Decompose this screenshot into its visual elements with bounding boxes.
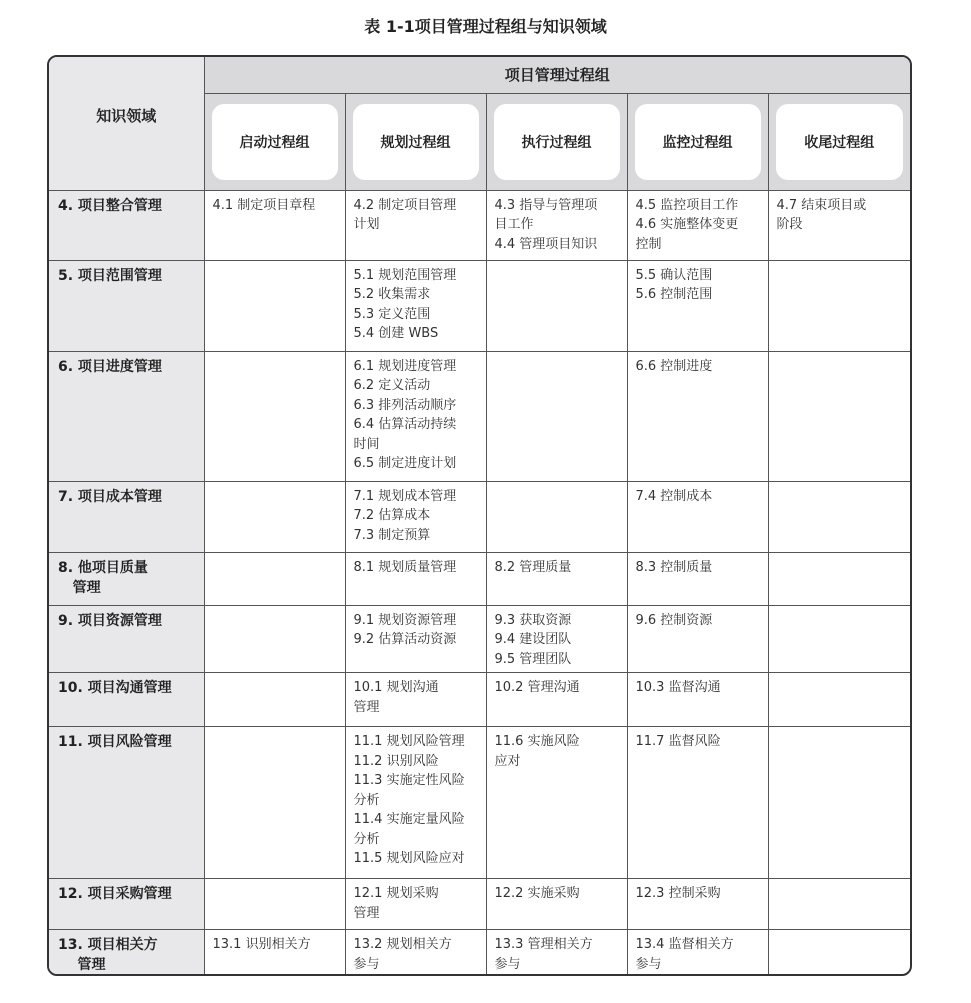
knowledge-area-label: 管理 (58, 579, 101, 596)
table-caption: 表 1-1项目管理过程组与知识领域 (364, 17, 607, 36)
phase-header-closing (768, 93, 910, 190)
knowledge-area-label: 5. 项目范围管理 (58, 267, 162, 284)
phase-header-planning (345, 93, 486, 190)
process-item: 管理 (353, 905, 380, 921)
process-item: 11.1 规划风险管理 (353, 734, 465, 749)
table-row (49, 481, 910, 552)
process-cell (627, 190, 768, 260)
process-item: 9.2 估算活动资源 (353, 632, 457, 647)
process-item: 4.1 制定项目章程 (212, 197, 316, 213)
process-item: 10.2 管理沟通 (494, 680, 580, 695)
process-cell (345, 673, 486, 727)
process-item: 12.2 实施采购 (494, 886, 580, 901)
process-item: 参与 (353, 956, 380, 972)
table-row (49, 351, 910, 481)
knowledge-area-label: 6. 项目进度管理 (58, 358, 162, 375)
process-cell (345, 605, 486, 673)
table-body (49, 190, 910, 976)
knowledge-area-cell (49, 879, 204, 930)
table-row (49, 260, 910, 351)
process-cell (627, 673, 768, 727)
process-cell (204, 727, 345, 879)
process-item: 10.3 监督沟通 (635, 680, 721, 695)
process-cell (486, 190, 627, 260)
process-item: 分析 (353, 831, 380, 847)
process-item: 6.4 估算活动持续 (353, 417, 457, 432)
process-item: 管理 (353, 699, 380, 715)
process-item: 13.4 监督相关方 (635, 937, 734, 952)
process-cell (204, 605, 345, 673)
process-cell (204, 673, 345, 727)
process-cell (486, 727, 627, 879)
process-group-header: 项目管理过程组 (204, 57, 910, 93)
phase-label: 启动过程组 (212, 104, 338, 180)
process-item: 5.6 控制范围 (635, 287, 713, 302)
process-cell (345, 879, 486, 930)
process-item: 7.3 制定预算 (353, 527, 431, 543)
knowledge-area-label: 9. 项目资源管理 (58, 612, 162, 629)
process-item: 4.5 监控项目工作 (635, 197, 739, 213)
knowledge-area-header: 知识领域 (49, 57, 204, 190)
phase-label: 规划过程组 (353, 104, 479, 180)
process-cell (486, 260, 627, 351)
process-cell (627, 260, 768, 351)
process-item: 6.3 排列活动顺序 (353, 397, 457, 413)
process-item: 分析 (353, 792, 380, 808)
knowledge-area-cell (49, 673, 204, 727)
process-item: 9.6 控制资源 (635, 612, 713, 628)
process-item: 7.2 估算成本 (353, 508, 431, 523)
process-cell (486, 605, 627, 673)
process-cell (204, 930, 345, 977)
process-cell (627, 605, 768, 673)
process-cell (627, 727, 768, 879)
knowledge-area-label: 7. 项目成本管理 (58, 488, 162, 505)
process-cell (768, 879, 910, 930)
process-item: 9.1 规划资源管理 (353, 612, 457, 628)
process-cell (204, 351, 345, 481)
process-cell (486, 930, 627, 977)
process-item: 7.1 规划成本管理 (353, 488, 457, 504)
process-item: 5.2 收集需求 (353, 287, 431, 302)
process-item: 7.4 控制成本 (635, 488, 713, 504)
process-item: 4.6 实施整体变更 (635, 217, 739, 232)
process-cell (627, 481, 768, 552)
process-item: 9.4 建设团队 (494, 632, 572, 647)
table-row (49, 930, 910, 977)
knowledge-area-cell (49, 351, 204, 481)
process-item: 11.5 规划风险应对 (353, 851, 465, 866)
process-item: 11.7 监督风险 (635, 734, 721, 749)
knowledge-area-cell (49, 190, 204, 260)
knowledge-area-cell (49, 481, 204, 552)
table-row (49, 727, 910, 879)
process-item: 控制 (635, 236, 662, 252)
process-item: 4.2 制定项目管理 (353, 197, 457, 213)
process-cell (627, 552, 768, 605)
knowledge-area-label: 8. 他项目质量 (58, 559, 148, 576)
process-cell (768, 190, 910, 260)
phase-label: 收尾过程组 (776, 104, 904, 180)
phase-header-initiating (204, 93, 345, 190)
knowledge-area-label: 13. 项目相关方 (58, 937, 158, 953)
process-cell (768, 481, 910, 552)
table-row (49, 673, 910, 727)
process-cell (345, 351, 486, 481)
process-item: 10.1 规划沟通 (353, 680, 439, 695)
process-item: 6.2 定义活动 (353, 378, 431, 393)
process-item: 参与 (635, 956, 662, 972)
process-cell (204, 552, 345, 605)
process-item: 6.6 控制进度 (635, 358, 713, 374)
process-item: 11.2 识别风险 (353, 753, 439, 769)
process-cell (345, 190, 486, 260)
process-item: 5.4 创建 WBS (353, 326, 439, 341)
process-item: 计划 (353, 217, 380, 232)
process-item: 4.3 指导与管理项 (494, 197, 598, 213)
knowledge-area-label: 12. 项目采购管理 (58, 886, 172, 902)
table-row (49, 879, 910, 930)
knowledge-area-label: 11. 项目风险管理 (58, 734, 172, 750)
process-cell (768, 552, 910, 605)
process-cell (486, 673, 627, 727)
process-item: 阶段 (776, 217, 803, 232)
process-cell (768, 673, 910, 727)
process-cell (345, 481, 486, 552)
process-item: 4.7 结束项目或 (776, 197, 867, 213)
phase-header-monitoring (627, 93, 768, 190)
knowledge-area-label: 管理 (58, 957, 106, 973)
process-item: 11.3 实施定性风险 (353, 773, 465, 788)
knowledge-area-cell (49, 930, 204, 977)
process-item: 11.4 实施定量风险 (353, 812, 465, 827)
process-cell (204, 481, 345, 552)
table-row (49, 552, 910, 605)
knowledge-area-label: 4. 项目整合管理 (58, 197, 162, 214)
process-cell (627, 351, 768, 481)
table-row (49, 605, 910, 673)
process-cell (345, 930, 486, 977)
process-cell (486, 552, 627, 605)
process-item: 5.3 定义范围 (353, 306, 431, 322)
process-cell (627, 879, 768, 930)
knowledge-area-cell (49, 605, 204, 673)
process-item: 时间 (353, 436, 380, 452)
process-item: 应对 (494, 753, 521, 769)
process-knowledge-table (47, 55, 912, 976)
process-cell (345, 727, 486, 879)
process-cell (768, 605, 910, 673)
process-item: 12.3 控制采购 (635, 886, 721, 901)
process-item: 12.1 规划采购 (353, 886, 439, 901)
knowledge-area-cell (49, 552, 204, 605)
process-item: 13.2 规划相关方 (353, 937, 452, 952)
process-item: 9.3 获取资源 (494, 612, 572, 628)
process-cell (768, 351, 910, 481)
process-cell (768, 727, 910, 879)
process-cell (204, 190, 345, 260)
process-item: 8.2 管理质量 (494, 559, 572, 575)
process-item: 13.3 管理相关方 (494, 937, 593, 952)
process-cell (486, 351, 627, 481)
process-cell (627, 930, 768, 977)
process-item: 8.1 规划质量管理 (353, 559, 457, 575)
phase-label: 执行过程组 (494, 104, 620, 180)
knowledge-area-label: 10. 项目沟通管理 (58, 680, 172, 696)
table-row (49, 190, 910, 260)
process-item: 参与 (494, 956, 521, 972)
process-cell (204, 879, 345, 930)
process-item: 6.5 制定进度计划 (353, 456, 457, 471)
process-cell (768, 260, 910, 351)
process-cell (486, 481, 627, 552)
process-item: 9.5 管理团队 (494, 651, 572, 667)
process-cell (204, 260, 345, 351)
process-item: 4.4 管理项目知识 (494, 236, 598, 252)
knowledge-area-cell (49, 260, 204, 351)
phase-header-executing (486, 93, 627, 190)
process-item: 目工作 (494, 217, 534, 232)
process-item: 5.5 确认范围 (635, 267, 713, 283)
knowledge-area-cell (49, 727, 204, 879)
process-cell (345, 552, 486, 605)
process-item: 5.1 规划范围管理 (353, 267, 457, 283)
process-item: 11.6 实施风险 (494, 734, 580, 749)
process-item: 13.1 识别相关方 (212, 937, 311, 952)
phase-label: 监控过程组 (635, 104, 761, 180)
process-cell (345, 260, 486, 351)
process-cell (486, 879, 627, 930)
process-item: 6.1 规划进度管理 (353, 358, 457, 374)
process-item: 8.3 控制质量 (635, 559, 713, 575)
process-cell (768, 930, 910, 977)
